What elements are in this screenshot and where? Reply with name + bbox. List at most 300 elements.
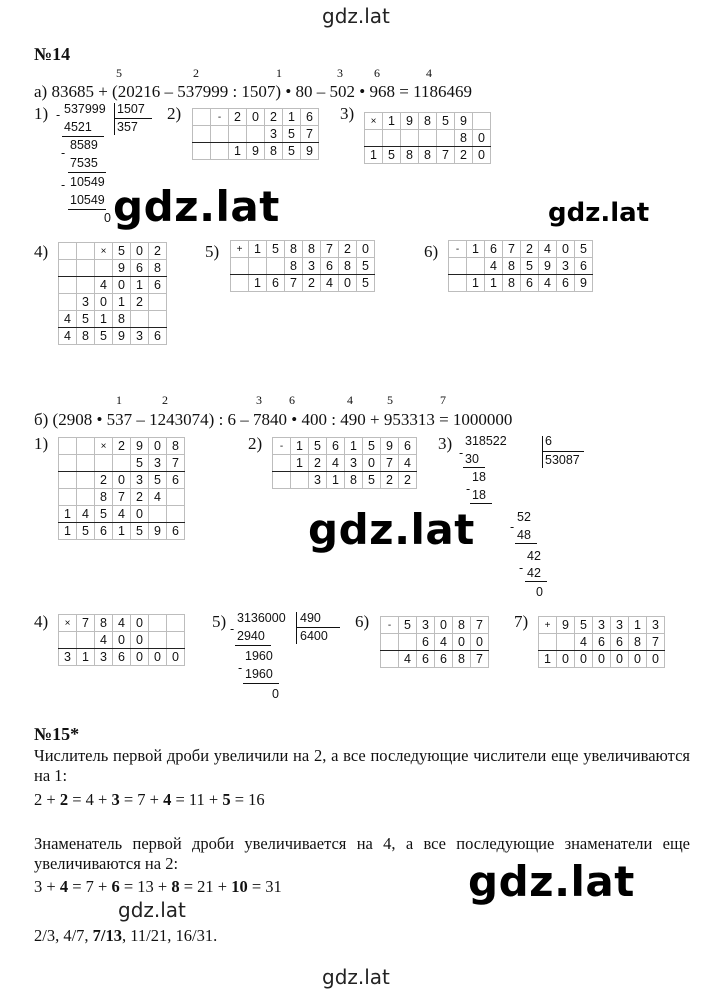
digit-cell: 5 — [357, 275, 375, 292]
division-divisor: 6 — [545, 434, 552, 448]
digit-cell — [59, 294, 77, 311]
digit-cell: - — [381, 617, 399, 634]
digit-cell: 9 — [131, 438, 149, 455]
step-label: 5) — [212, 612, 227, 631]
digit-cell: 7 — [285, 275, 303, 292]
step-label: 4) — [34, 242, 49, 261]
digit-cell — [77, 243, 95, 260]
digit-cell: 2 — [131, 489, 149, 506]
equation-part: = 7 + — [119, 790, 164, 809]
digit-cell: 5 — [383, 147, 401, 164]
digit-cell: 0 — [167, 649, 185, 666]
digit-cell: 7 — [503, 241, 521, 258]
digit-cell — [59, 632, 77, 649]
minus-sign: - — [61, 178, 66, 192]
digit-cell — [77, 260, 95, 277]
digit-cell: 7 — [647, 634, 665, 651]
digit-cell: 1 — [113, 294, 131, 311]
digit-cell: 2 — [149, 243, 167, 260]
digit-cell: 0 — [557, 651, 575, 668]
division-step: 2940 — [237, 629, 265, 643]
digit-cell: 6 — [267, 275, 285, 292]
digit-cell: 4 — [575, 634, 593, 651]
division-step: 0 — [536, 585, 543, 599]
digit-cell — [113, 455, 131, 472]
division-quotient: 6400 — [300, 629, 328, 643]
digit-cell — [167, 489, 185, 506]
digit-cell: 4 — [59, 328, 77, 345]
minus-sign: - — [238, 661, 243, 675]
digit-cell: 1 — [345, 438, 363, 455]
digit-cell: 8 — [503, 258, 521, 275]
digit-cell: 8 — [149, 260, 167, 277]
digit-cell — [77, 277, 95, 294]
order-number: 5 — [116, 66, 122, 80]
digit-cell: 6 — [521, 275, 539, 292]
digit-cell: 0 — [113, 277, 131, 294]
step-label: 2) — [248, 434, 263, 453]
digit-cell: 3 — [131, 328, 149, 345]
digit-cell: 5 — [363, 438, 381, 455]
digit-cell: 5 — [575, 241, 593, 258]
digit-cell — [437, 130, 455, 147]
order-number: 2 — [162, 393, 168, 407]
digit-cell: 4 — [399, 455, 417, 472]
digit-cell: 5 — [309, 438, 327, 455]
digit-cell: 9 — [381, 438, 399, 455]
digit-cell: 6 — [149, 277, 167, 294]
digit-cell: 2 — [303, 275, 321, 292]
digit-cell: 9 — [113, 328, 131, 345]
minus-sign: - — [459, 446, 464, 460]
digit-cell — [247, 126, 265, 143]
digit-cell — [59, 243, 77, 260]
digit-cell: 0 — [357, 241, 375, 258]
digit-cell: 5 — [149, 472, 167, 489]
digit-cell: 6 — [417, 634, 435, 651]
digit-cell: 2 — [399, 472, 417, 489]
digit-cell: 7 — [77, 615, 95, 632]
order-number: 7 — [440, 393, 446, 407]
digit-cell: 5 — [437, 113, 455, 130]
column-grid-b1 — [58, 437, 185, 540]
digit-cell: 4 — [77, 506, 95, 523]
division-bar — [296, 627, 340, 628]
order-number: 4 — [426, 66, 432, 80]
digit-cell: 2 — [309, 455, 327, 472]
watermark-right: gdz.lat — [548, 198, 650, 228]
equation-part-bold: 8 — [171, 877, 180, 896]
division-step: 4521 — [64, 120, 92, 134]
task-15-answer — [34, 926, 217, 946]
watermark-large-3: gdz.lat — [468, 857, 635, 906]
digit-cell — [59, 472, 77, 489]
digit-cell — [273, 455, 291, 472]
column-grid-a6 — [448, 240, 593, 292]
digit-cell: 8 — [265, 143, 283, 160]
equation-part: = 11 + — [171, 790, 223, 809]
digit-cell: 0 — [453, 634, 471, 651]
digit-cell: 3 — [557, 258, 575, 275]
digit-cell: 7 — [471, 651, 489, 668]
step-label: 7) — [514, 612, 529, 631]
digit-cell: 2 — [339, 241, 357, 258]
step-label: 3) — [340, 104, 355, 123]
digit-cell: 9 — [401, 113, 419, 130]
digit-cell — [149, 294, 167, 311]
digit-cell: 5 — [131, 523, 149, 540]
digit-cell: 2 — [265, 109, 283, 126]
digit-cell: 8 — [453, 617, 471, 634]
digit-cell: 9 — [301, 143, 319, 160]
answer-part: 2/3, 4/7, — [34, 926, 93, 945]
digit-cell: 3 — [417, 617, 435, 634]
equation-part-bold: 5 — [222, 790, 231, 809]
digit-cell: 5 — [77, 311, 95, 328]
digit-cell — [291, 472, 309, 489]
digit-cell: 0 — [339, 275, 357, 292]
division-line — [68, 172, 106, 173]
division-step: 0 — [104, 211, 111, 225]
order-number: 2 — [193, 66, 199, 80]
division-step: 48 — [517, 528, 531, 542]
digit-cell: 0 — [611, 651, 629, 668]
division-line — [68, 209, 106, 210]
digit-cell: 5 — [575, 617, 593, 634]
digit-cell — [77, 632, 95, 649]
digit-cell: 2 — [113, 438, 131, 455]
column-grid-a4 — [58, 242, 167, 345]
equation-b: б) (2908 • 537 – 1243074) : 6 – 7840 • 400 : 490 + 953313 = 1000000 — [34, 410, 513, 429]
digit-cell — [211, 143, 229, 160]
digit-cell: 8 — [77, 328, 95, 345]
division-quotient: 53087 — [545, 453, 580, 467]
digit-cell: 7 — [113, 489, 131, 506]
digit-cell — [193, 143, 211, 160]
answer-part-bold: 7/13 — [92, 926, 123, 945]
equation-a: а) 83685 + (20216 – 537999 : 1507) • 80 – 502 • 968 = 1186469 — [34, 82, 472, 101]
division-line — [243, 683, 279, 684]
order-number: 5 — [387, 393, 393, 407]
digit-cell: 6 — [167, 523, 185, 540]
digit-cell: 1 — [291, 438, 309, 455]
order-number: 3 — [256, 393, 262, 407]
digit-cell: 1 — [291, 455, 309, 472]
equation-part-bold: 4 — [163, 790, 172, 809]
division-dividend: 318522 — [465, 434, 507, 448]
digit-cell: 3 — [265, 126, 283, 143]
division-divisor: 1507 — [117, 102, 145, 116]
digit-cell — [193, 126, 211, 143]
digit-cell: 1 — [365, 147, 383, 164]
digit-cell: 8 — [453, 651, 471, 668]
digit-cell: 3 — [77, 294, 95, 311]
digit-cell: 5 — [113, 243, 131, 260]
digit-cell: 0 — [131, 615, 149, 632]
digit-cell — [231, 275, 249, 292]
digit-cell: 8 — [95, 615, 113, 632]
digit-cell: 6 — [593, 634, 611, 651]
column-grid-b6 — [380, 616, 489, 668]
division-line — [62, 136, 104, 137]
digit-cell: 3 — [95, 649, 113, 666]
digit-cell: 1 — [467, 275, 485, 292]
equation-part-bold: 6 — [111, 877, 120, 896]
digit-cell: 3 — [131, 472, 149, 489]
digit-cell: 0 — [131, 506, 149, 523]
minus-sign: - — [61, 146, 66, 160]
digit-cell: 8 — [303, 241, 321, 258]
digit-cell — [267, 258, 285, 275]
division-step: 18 — [472, 470, 486, 484]
minus-sign: - — [56, 108, 61, 122]
digit-cell: 6 — [167, 472, 185, 489]
answer-part: , 11/21, 16/31. — [122, 926, 218, 945]
equation-part-bold: 2 — [59, 790, 69, 809]
digit-cell: 1 — [229, 143, 247, 160]
digit-cell — [77, 438, 95, 455]
digit-cell — [167, 506, 185, 523]
digit-cell: 6 — [113, 649, 131, 666]
digit-cell: 5 — [95, 328, 113, 345]
equation-part: 2 + — [34, 790, 60, 809]
digit-cell: 6 — [301, 109, 319, 126]
digit-cell — [167, 615, 185, 632]
digit-cell: 1 — [113, 523, 131, 540]
equation-part: = 16 — [230, 790, 265, 809]
division-bar — [542, 451, 584, 452]
digit-cell — [449, 258, 467, 275]
digit-cell — [149, 311, 167, 328]
digit-cell: 5 — [283, 143, 301, 160]
digit-cell: 0 — [471, 634, 489, 651]
digit-cell — [249, 258, 267, 275]
digit-cell: 2 — [381, 472, 399, 489]
digit-cell: 0 — [557, 241, 575, 258]
division-step: 8589 — [70, 138, 98, 152]
division-step: 18 — [472, 488, 486, 502]
digit-cell: 8 — [345, 472, 363, 489]
division-line — [515, 543, 537, 544]
digit-cell: 9 — [113, 260, 131, 277]
digit-cell: 5 — [283, 126, 301, 143]
order-number: 4 — [347, 393, 353, 407]
digit-cell: 0 — [593, 651, 611, 668]
digit-cell — [95, 455, 113, 472]
division-step: 1960 — [245, 667, 273, 681]
digit-cell — [95, 260, 113, 277]
digit-cell: 6 — [485, 241, 503, 258]
digit-cell: 1 — [95, 311, 113, 328]
order-number: 3 — [337, 66, 343, 80]
watermark-large-1: gdz.lat — [113, 182, 280, 231]
task-15-paragraph-2: Знаменатель первой дроби увеличивается на 4, а все последующие знаменатели еще увеличиваются на 2: — [34, 834, 690, 873]
digit-cell: × — [95, 438, 113, 455]
division-bar — [114, 118, 152, 119]
digit-cell: 0 — [131, 632, 149, 649]
digit-cell — [77, 455, 95, 472]
digit-cell: 9 — [149, 523, 167, 540]
equation-part: = 13 + — [119, 877, 172, 896]
digit-cell: 1 — [629, 617, 647, 634]
digit-cell — [381, 651, 399, 668]
watermark-top: gdz.lat — [322, 4, 390, 28]
division-line — [463, 467, 485, 468]
digit-cell: 3 — [303, 258, 321, 275]
digit-cell: 3 — [647, 617, 665, 634]
division-step: 10549 — [70, 193, 105, 207]
digit-cell: 5 — [95, 506, 113, 523]
division-step: 1960 — [245, 649, 273, 663]
digit-cell — [59, 438, 77, 455]
digit-cell: 5 — [131, 455, 149, 472]
step-label: 1) — [34, 104, 49, 123]
digit-cell: 4 — [485, 258, 503, 275]
digit-cell: 8 — [629, 634, 647, 651]
column-grid-a5 — [230, 240, 375, 292]
equation-part: = 7 + — [68, 877, 112, 896]
division-dividend: 537999 — [64, 102, 106, 116]
digit-cell: 0 — [131, 649, 149, 666]
digit-cell: 0 — [149, 438, 167, 455]
digit-cell: 4 — [539, 275, 557, 292]
division-line — [525, 581, 547, 582]
digit-cell: 5 — [77, 523, 95, 540]
digit-cell: 4 — [327, 455, 345, 472]
step-label: 4) — [34, 612, 49, 631]
digit-cell: 3 — [345, 455, 363, 472]
column-grid-a2 — [192, 108, 319, 160]
digit-cell: 0 — [113, 472, 131, 489]
digit-cell: 8 — [419, 113, 437, 130]
digit-cell: 0 — [131, 243, 149, 260]
digit-cell: 8 — [113, 311, 131, 328]
digit-cell: 5 — [267, 241, 285, 258]
step-label: 5) — [205, 242, 220, 261]
division-quotient: 357 — [117, 120, 138, 134]
division-step: 0 — [272, 687, 279, 701]
digit-cell — [167, 632, 185, 649]
digit-cell — [77, 489, 95, 506]
division-bar — [542, 436, 543, 468]
watermark-small: gdz.lat — [118, 898, 186, 922]
digit-cell: 8 — [419, 147, 437, 164]
digit-cell: 0 — [473, 147, 491, 164]
digit-cell — [467, 258, 485, 275]
digit-cell: + — [231, 241, 249, 258]
order-number: 1 — [276, 66, 282, 80]
minus-sign: - — [510, 520, 515, 534]
digit-cell: 3 — [593, 617, 611, 634]
digit-cell: 8 — [285, 241, 303, 258]
digit-cell — [473, 113, 491, 130]
digit-cell: 2 — [521, 241, 539, 258]
digit-cell: × — [365, 113, 383, 130]
digit-cell: 6 — [611, 634, 629, 651]
digit-cell: 0 — [647, 651, 665, 668]
division-step: 42 — [527, 566, 541, 580]
digit-cell: 4 — [435, 634, 453, 651]
division-step: 30 — [465, 452, 479, 466]
task-14-title: №14 — [34, 44, 71, 64]
digit-cell — [539, 634, 557, 651]
digit-cell — [399, 634, 417, 651]
digit-cell: 8 — [167, 438, 185, 455]
digit-cell: 2 — [131, 294, 149, 311]
digit-cell: 4 — [95, 277, 113, 294]
column-grid-b2 — [272, 437, 417, 489]
digit-cell: 5 — [357, 258, 375, 275]
digit-cell: 2 — [229, 109, 247, 126]
digit-cell: 7 — [437, 147, 455, 164]
digit-cell: 1 — [59, 523, 77, 540]
digit-cell — [59, 455, 77, 472]
watermark-large-2: gdz.lat — [308, 505, 475, 554]
division-bar — [296, 612, 297, 644]
digit-cell: + — [539, 617, 557, 634]
digit-cell — [557, 634, 575, 651]
digit-cell — [383, 130, 401, 147]
division-line — [235, 645, 271, 646]
digit-cell: 3 — [309, 472, 327, 489]
digit-cell — [229, 126, 247, 143]
division-step: 10549 — [70, 175, 105, 189]
digit-cell: × — [59, 615, 77, 632]
digit-cell: 4 — [113, 506, 131, 523]
digit-cell: 3 — [59, 649, 77, 666]
task-15-equation-1 — [34, 790, 265, 810]
digit-cell: 7 — [301, 126, 319, 143]
digit-cell: 9 — [539, 258, 557, 275]
digit-cell — [59, 489, 77, 506]
digit-cell: 4 — [321, 275, 339, 292]
division-line — [470, 503, 492, 504]
order-number: 6 — [374, 66, 380, 80]
digit-cell: 1 — [59, 506, 77, 523]
step-label: 2) — [167, 104, 182, 123]
digit-cell: 2 — [455, 147, 473, 164]
equation-part: 3 + — [34, 877, 60, 896]
digit-cell — [193, 109, 211, 126]
order-number: 1 — [116, 393, 122, 407]
digit-cell — [149, 506, 167, 523]
digit-cell: 6 — [417, 651, 435, 668]
digit-cell: 0 — [95, 294, 113, 311]
division-step: 42 — [527, 549, 541, 563]
digit-cell: 4 — [113, 615, 131, 632]
digit-cell: 0 — [629, 651, 647, 668]
minus-sign: - — [519, 561, 524, 575]
digit-cell: 9 — [247, 143, 265, 160]
digit-cell — [149, 615, 167, 632]
digit-cell: 1 — [249, 241, 267, 258]
digit-cell — [59, 277, 77, 294]
minus-sign: - — [466, 482, 471, 496]
column-grid-a3 — [364, 112, 491, 164]
digit-cell: 9 — [557, 617, 575, 634]
digit-cell: 4 — [59, 311, 77, 328]
digit-cell: 3 — [611, 617, 629, 634]
digit-cell: 9 — [575, 275, 593, 292]
digit-cell: 8 — [455, 130, 473, 147]
digit-cell: 7 — [471, 617, 489, 634]
digit-cell: 6 — [95, 523, 113, 540]
digit-cell: 8 — [339, 258, 357, 275]
digit-cell: 6 — [321, 258, 339, 275]
digit-cell: 8 — [401, 147, 419, 164]
minus-sign: - — [230, 622, 235, 636]
division-bar — [114, 103, 115, 135]
